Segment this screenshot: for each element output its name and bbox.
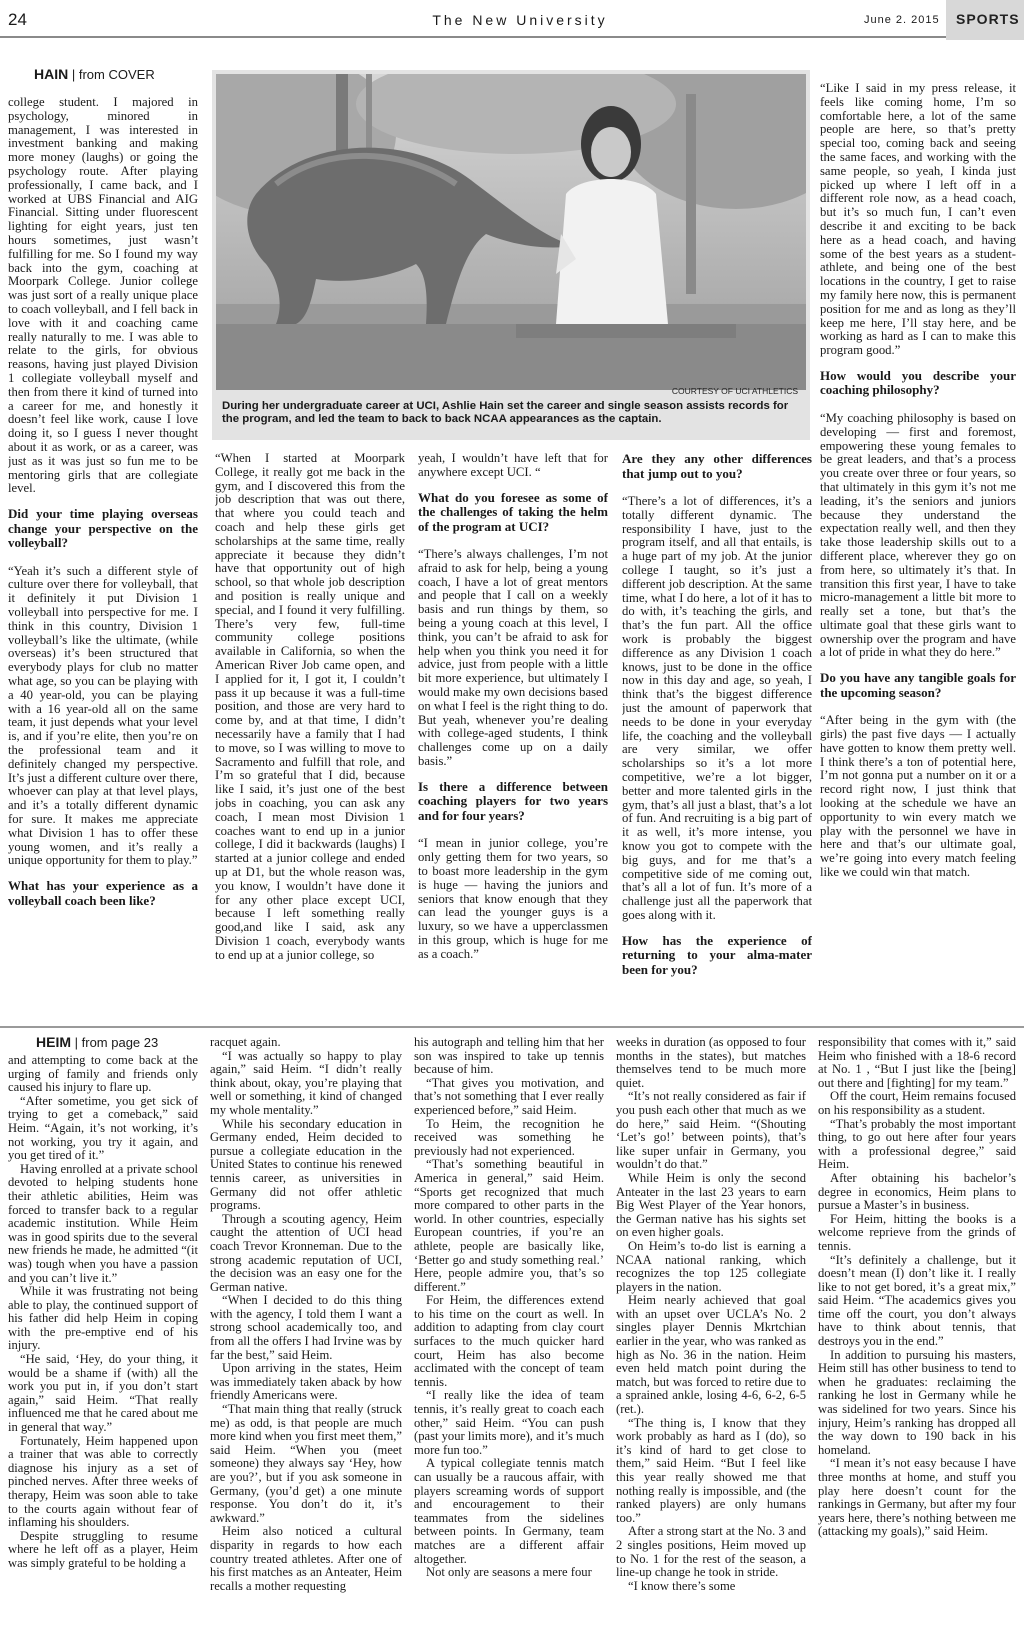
interview-question: How would you describe your coaching philosophy? (820, 367, 1016, 398)
paragraph: weeks in duration (as opposed to four months in the states), but matches themselves tend to be much more quiet. (616, 1036, 806, 1090)
paragraph: “Like I said in my press release, it feels like coming home, I’m so comfortable here, a lot of the same people are here, so that’s pretty special too, coming back and seeing the same faces, and working with the same people, so yeah, I kinda just picked up where I left off in a different role now, as a head coach, but it’s so much fun, I can’t even describe it and exciting to be back here as a head coach, and having some of the best years as a student-athlete, and being one of the best locations in the country, I get to raise my family here now, this is permanent position for me and as long as they’ll keep me here, I’ll stay here, and be working as hard as I can to make this program good.” (820, 82, 1016, 358)
paper-name: The New University (432, 12, 608, 28)
paragraph: “It’s not really considered as fair if you push each other that much as we do here,” said Heim. “(Shouting ‘Let’s go!’ between points), that’s like super unfair in Germany, you wouldn’t do that.” (616, 1089, 806, 1172)
paragraph: “I mean it’s not easy because I have three months at home, and stuff you play here doesn’t count for the rankings in Germany, but after my four years here, there’s nothing between me (attacking my goals),” said Heim. (818, 1456, 1016, 1539)
paragraph: college student. I majored in psychology, minored in management, I was interested in investment banking and making more money (laughs) or going the psychology route. After playing professionally, I came back, and I worked at UBS Financial and AIG Financial. Sitting under fluorescent lighting for eight years, just ten hours sometimes, just wasn’t fulfilling for me. So I found my way back into the gym, coaching at Moorpark College. Junior college was just sort of a really unique place to coach volleyball, and I fell back in love with it and coaching came really naturally to me. I was able to relate to the girls, for obvious reasons, having just played Division 1 collegiate volleyball myself and then from there it kind of turned into a career for me, and honestly it doesn’t feel like work, cause I love doing it, so I guess I never thought about it as work, or as a career, was just as it was just so fun me to be mentoring girls that are collegiate level. (8, 96, 198, 496)
story-divider (0, 1026, 1024, 1028)
paragraph: responsibility that comes with it,” said Heim who finished with a 18-6 record at No. 1 , “But I just like the [being] out there and [fighting] for my team.” (818, 1036, 1016, 1090)
paragraph: “After being in the gym with (the girls) the past five days — I actually have gotten to know them pretty well. I think there’s a ton of potential here, I’m not gonna put a number on it or a record right now, I just think that looking at the schedule we have an opportunity to win every match we play with the personnel we have in here and that’s our ultimate goal, we’re going into every match feeling like we could win that match. (820, 713, 1016, 880)
paragraph: Not only are seasons a mere four (426, 1565, 592, 1580)
paragraph: “He said, ‘Hey, do your thing, it would be a shame if (with) all the work you put in, if you don’t start again,” said Heim. “That really influenced me that he cared about me in general that way.” (8, 1352, 198, 1435)
paragraph: On Heim’s to-do list is earning a NCAA national ranking, which recognizes the top 125 collegiate players in the nation. (616, 1238, 806, 1294)
paragraph: For Heim, hitting the books is a welcome reprieve from the grinds of tennis. (818, 1211, 1016, 1253)
paragraph: To Heim, the recognition he received was something he previously had not experienced. (414, 1116, 604, 1158)
paragraph: Through a scouting agency, Heim caught the attention of UCI head coach Trevor Kronneman. Due to the strong academic reputation of UCI, the decision was an easy one for the German native. (210, 1211, 402, 1294)
paragraph: “I mean in junior college, you’re only getting them for two years, so to boast more leadership in the gym is huge — having the juniors and seniors that know enough that they can lead the younger guys is a luxury, so we have a upperclassmen in this group, which is huge for me as a coach.” (418, 836, 608, 961)
jump-name: HEIM (36, 1034, 71, 1050)
jump-name: HAIN (34, 66, 69, 82)
heim-jump-head (36, 1034, 158, 1050)
paragraph: “I was actually so happy to play again,” said Heim. “I didn’t really think about, okay, you’re playing that well or something, it kind of changed my whole mentality.” (210, 1048, 402, 1117)
heim-column-2 (210, 1036, 402, 1634)
paragraph: “There’s always challenges, I’m not afraid to ask for help, being a young coach, I have a lot of great mentors and people that I call on a weekly basis and run things by them, so being a young coach at this level, I think, you can’t be afraid to ask for help when you think you need it for advice, just from people with a little bit more experience, but ultimately I would make my own decisions based on what I feel is the right thing to do. But yeah, whenever you’re dealing with college-aged students, I think challenges come up on a daily basis.” (418, 547, 608, 769)
paragraph: his autograph and telling him that her son was inspired to take up tennis because of him. (414, 1036, 604, 1077)
paragraph: Off the court, Heim remains focused on his responsibility as a student. (818, 1089, 1016, 1117)
interview-question: Do you have any tangible goals for the upcoming season? (820, 670, 1016, 700)
paragraph: “That’s something beautiful in America in general,” said Heim. “Sports get recognized that much more compared to other parts in the world. In other countries, especially European countries, if you’re an athlete, people are basically like, ‘Better go and study something real.’ Here, people admire you, that’s so different.” (414, 1157, 604, 1294)
photo-illustration (216, 74, 806, 390)
interview-question: What do you foresee as some of the challenges of taking the helm of the program at UCI? (418, 489, 608, 534)
paragraph: While Heim is only the second Anteater in the last 23 years to earn Big West Player of the Year honors, the German native has his sights set on even higher goals. (616, 1170, 806, 1240)
hain-column-1 (8, 96, 198, 1020)
hain-column-5 (820, 82, 1016, 1020)
paragraph: For Heim, the differences extend to his time on the court as well. In addition to adapting from clay court surfaces to the much quicker hard court, Heim has also become acclimated with the concept of team tennis. (414, 1293, 604, 1389)
paragraph: Having enrolled at a private school devoted to helping students hone their athletic abilities, Heim was forced to transfer back to a regular academic institution. While Heim was in good spirits due to the several new friends he made, he admitted “(it was) tough when you have a passion and you can’t live it.” (8, 1161, 198, 1285)
interview-question: Did your time playing overseas change your perspective on the volleyball? (8, 506, 198, 551)
paragraph: “There’s a lot of differences, it’s a totally different dynamic. The responsibility I have, just to the program itself, and all that entails, is a huge part of my job. At the junior college I taught, so it’s just a different job description. At the same time, what I do here, a lot of it has to do with, it’s teaching the girls, and that’s the fun part. All the office work is probably the biggest difference as any Division 1 coach knows, just to be done in the office now in this day and age, so yeah, I think that’s the biggest difference just the amount of paperwork that needs to be done in your everyday life, the coaching and the volleyball are very similar, we offer scholarships so it’s a lot more competitive, we’re a lot bigger, better and more talented girls in the gym, that’s all just a blast, that’s a lot of fun. And recruiting is a big part of it as well, it’s more intense, you know you got to compete with the big guys, and for me that’s a competitive side of me coming out, that’s all a lot of fun. It’s more of a challenge just all the paperwork that goes along with it. (622, 494, 812, 922)
interview-question: How has the experience of returning to your alma-mater been for you? (622, 932, 812, 977)
page-number: 24 (8, 10, 27, 29)
paragraph: racquet again. (210, 1036, 281, 1049)
paragraph: While his secondary education in Germany ended, Heim decided to pursue a collegiate education in the United States to continue his renewed tennis career, as universities in Germany did not offer athletic programs. (210, 1116, 402, 1213)
interview-question: Are they any other differences that jump out to you? (622, 452, 812, 481)
photo-box (212, 70, 810, 440)
jump-from: from COVER (78, 67, 155, 82)
paragraph: “When I started at Moorpark College, it really got me back in the gym, and I discovered this from the job description that was out there, that where you could teach and coach and help these girls get scholarships at the same time, really appreciate it because they didn’t have that opportunity out of high school, so that whole job description and position is really unique and special, and I found it very fulfilling. There’s very few, full-time community college positions available in California, so when the American River Job came open, and I applied for it, I got it, I couldn’t pass it up because it was a full-time position, and those are very hard to come by, and at that time, I didn’t necessarily have a family that I had to move, so I was willing to move to Sacramento and fulfill that role, and I’m so grateful that I did, because like I said, it’s just one of the best jobs in coaching, you can ask any coach, I mean most Division 1 coaches want to end up in a junior college, I did it backwards (laughs) I started at a junior college and ended up at D1, but the whole reason was, you know, I wouldn’t have done it for any other place except UCI, because I left something really good,and like I said, ask any Division 1 coach, everybody wants to end up at a junior college, so (215, 452, 405, 962)
photo-caption: During her undergraduate career at UCI, Ashlie Hain set the career and single season assists records for the program, and led the team to back to back NCAA appearances as the captain. (222, 400, 789, 425)
paragraph: Heim also noticed a cultural disparity in regards to how each country treated athletes. After one of his first matches as an Anteater, Heim recalls a mother requesting (210, 1524, 402, 1593)
paragraph: “My coaching philosophy is based on developing — first and foremost, empowering these young females to be great leaders, and that’s a process you create over three or four years, so that ultimately in this gym it’s not me leading, it’s the seniors and juniors because they understand the expectation really well, and then they take those leadership skills out to a different place, wherever they go on from here, so ultimately it’s that. In transition this first year, I have to take micro-management a little bit more to really set a tone, but that’s the ultimate goal that these girls want to ownership over the program and have a lot of pride in what they do here.” (820, 410, 1016, 660)
hain-column-4 (622, 452, 812, 1020)
heim-column-3 (414, 1036, 604, 1634)
interview-question: Is there a difference between coaching players for two years and for four years? (418, 778, 608, 823)
section-label: SPORTS (956, 11, 1020, 27)
interview-question: What has your experience as a volleyball coach been like? (8, 878, 198, 908)
paragraph: “After sometime, you get sick of trying to get a comeback,” said Heim. “Again, it’s not working, it’s not working, you try it again, and you get tired of it.” (8, 1093, 198, 1163)
hain-column-2 (215, 452, 405, 1020)
paragraph: Heim nearly achieved that goal with an upset over UCLA’s No. 2 singles player Dennis Mkrtchian earlier in the year, who was ranked as high as No. 36 in the nation. Heim even held match point during the match, but was forced to retire due to a sprained ankle, losing 4-6, 6-2, 6-5 (ret.). (616, 1293, 806, 1417)
paragraph: “That gives you motivation, and that’s not something that I ever really experienced before,” said Heim. (414, 1075, 604, 1117)
paragraph: While it was frustrating not being able to play, the continued support of his father did help Heim in coping with the pre-emptive end of his injury. (8, 1284, 198, 1353)
paragraph: “Yeah it’s such a different style of culture over there for volleyball, that it definitely it put Division 1 volleyball into perspective for me. I think in this country, Division 1 volleyball’s like the ultimate, (while overseas) it’s been structured that everybody plays for club no matter what age, so you can be playing with a 40 year-old, you can be playing with a 16 year-old all on the same team, it just depends what your level is, and if you’re elite, then you’re on the professional team and it definitely changed my perspective. It’s just a different culture over there, whoever can play at that level plays, and it’s a totally different dynamic for sure. It makes me appreciate what Division 1 has to offer these young women, and it’s really a unique opportunity for them to play.” (8, 563, 198, 868)
paragraph: “That’s probably the most important thing, to go out here after four years with a professional degree,” said Heim. (818, 1116, 1016, 1172)
jump-separator: | (74, 1035, 82, 1050)
paragraph: “The thing is, I know that they work probably as hard as I (do), so it’s kind of hard to get close to them,” said Heim. “But I feel like this year really showed me that nothing really is impossible, and (the ranked players) are only humans too.” (616, 1415, 806, 1525)
paragraph: yeah, I wouldn’t have left that for anywhere except UCI. “ (418, 452, 608, 479)
paragraph: “That main thing that really (struck me) as odd, is that people are much more kind when you first meet them,” said Heim. “When you (meet someone) they always say ‘Hey, how are you?’, but if you ask someone in Germany, (you’d get) a one minute response. You don’t do it, it’s awkward.” (210, 1402, 402, 1525)
hain-jump-head (34, 66, 155, 82)
header-rule (0, 36, 946, 38)
paragraph: After obtaining his bachelor’s degree in economics, Heim plans to pursue a Master’s in business. (818, 1170, 1016, 1213)
paragraph: “I really like the idea of team tennis, it’s really great to coach each other,” said Heim. “You can push (past your limits more), and it’s much more fun too.” (414, 1388, 604, 1457)
paragraph: Upon arriving in the states, Heim was immediately taken aback by how friendly Americans were. (210, 1361, 402, 1403)
paragraph: “When I decided to do this thing with the agency, I told them I want a strong school academically too, and from all the offers I had Irvine was by far the best,” said Heim. (210, 1293, 402, 1362)
paragraph: In addition to pursuing his masters, Heim still has other business to tend to when he graduates: reclaiming the ranking he lost in Germany while he was sidelined for two years. Since his injury, Heim’s ranking has dropped all the way down to 190 back in his homeland. (818, 1347, 1016, 1457)
page-header (0, 0, 1024, 44)
heim-column-5 (818, 1036, 1016, 1634)
paragraph: Despite struggling to resume where he left off as a player, Heim was simply grateful to be holding a (8, 1528, 198, 1570)
paragraph: Fortunately, Heim happened upon a trainer that was able to correctly diagnose his injury as a set of pinched nerves. After three weeks of therapy, Heim was soon able to take to the courts again without fear of inflaming his shoulders. (8, 1433, 198, 1530)
paragraph: “I know there’s some (628, 1578, 736, 1593)
section-tab (946, 0, 1024, 40)
issue-date: June 2. 2015 (864, 14, 940, 26)
photo-credit: COURTESY OF UCI ATHLETICS (671, 386, 798, 396)
hain-column-3 (418, 452, 608, 1020)
heim-column-4 (616, 1036, 806, 1634)
jump-separator: | (71, 67, 79, 82)
paragraph: A typical collegiate tennis match can usually be a raucous affair, with players screaming words of support and encouragement to their teammates from the sidelines between points. In Germany, team matches are a different affair altogether. (414, 1456, 604, 1566)
paragraph: “It’s definitely a challenge, but it doesn’t mean (I) don’t like it. I really like to not get bored, it’s a great mix,” said Heim. “The academics gives you time off the court, you don’t always have to think about tennis, that destroys you in the end.” (818, 1252, 1016, 1349)
paragraph: and attempting to come back at the urging of family and friends only caused his injury to flare up. (8, 1054, 198, 1095)
jump-from: from page 23 (81, 1035, 159, 1050)
heim-column-1 (8, 1054, 198, 1634)
paragraph: After a strong start at the No. 3 and 2 singles positions, Heim moved up to No. 1 for the rest of the season, a line-up change he took in stride. (616, 1524, 806, 1580)
photo-anteater-statue (216, 74, 806, 390)
